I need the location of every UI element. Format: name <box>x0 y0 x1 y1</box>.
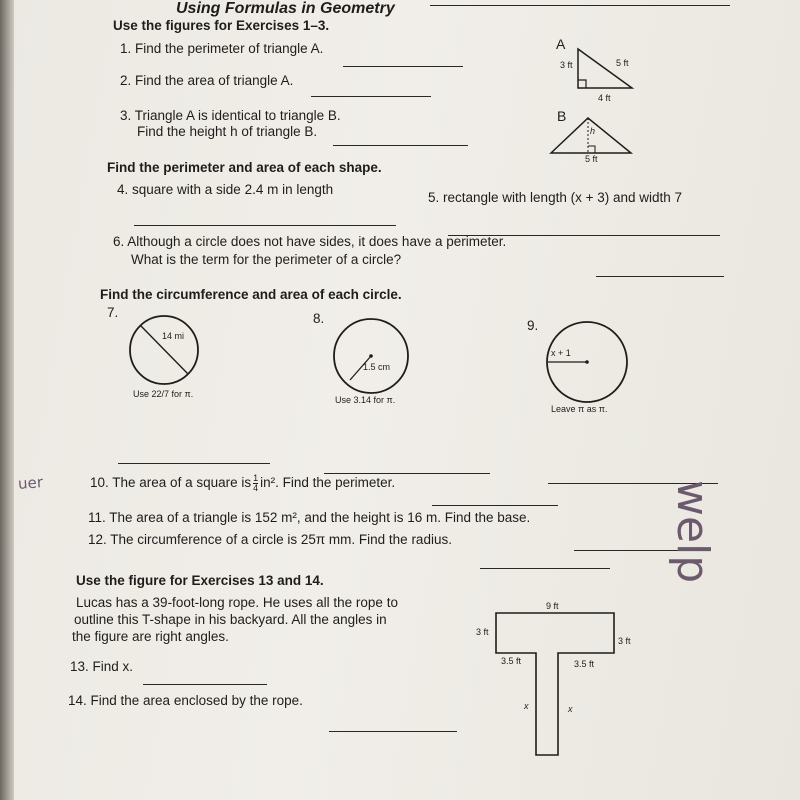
exercise-6-line1: 6. Although a circle does not have sides, it does have a perimeter. <box>113 234 507 249</box>
exercise-1: 1. Find the perimeter of triangle A. <box>120 41 324 56</box>
exercise-13: 13. Find x. <box>70 659 134 674</box>
circle-9-measure: x + 1 <box>551 348 571 358</box>
title-rule <box>430 5 730 6</box>
circle-7-measure: 14 mi <box>162 331 185 341</box>
section1-heading: Use the figures for Exercises 1–3. <box>113 18 330 33</box>
fraction-numerator: 1 <box>253 473 259 483</box>
answer-line-4[interactable] <box>134 225 396 226</box>
answer-line-10[interactable] <box>432 505 558 506</box>
answer-line-1[interactable] <box>343 66 463 67</box>
exercise-2: 2. Find the area of triangle A. <box>120 73 294 88</box>
triangle-a-leg: 3 ft <box>560 60 573 70</box>
page-title: Using Formulas in Geometry <box>176 0 395 17</box>
page-shadow <box>0 0 14 800</box>
t-under-right-label: 3.5 ft <box>574 659 595 669</box>
section3-heading: Find the circumference and area of each circle. <box>100 287 402 302</box>
triangle-a-label: A <box>556 36 566 52</box>
fraction-denominator: 4 <box>253 483 259 493</box>
circle-7-note: Use 22/7 for π. <box>133 389 194 399</box>
triangle-b-label: B <box>557 108 567 124</box>
answer-line-12[interactable] <box>480 568 610 569</box>
triangle-b-base: 5 ft <box>585 154 598 164</box>
answer-line-6[interactable] <box>596 276 724 277</box>
exercise-4: 4. square with a side 2.4 m in length <box>117 182 334 197</box>
t-under-left-label: 3.5 ft <box>501 656 522 666</box>
answer-line-14[interactable] <box>329 731 457 732</box>
t-left-label: 3 ft <box>476 627 489 637</box>
exercise-14: 14. Find the area enclosed by the rope. <box>68 693 303 708</box>
circle-8-note: Use 3.14 for π. <box>335 395 396 405</box>
circle-7-number: 7. <box>107 305 119 320</box>
section4-heading: Use the figure for Exercises 13 and 14. <box>76 573 324 588</box>
exercise-10-prefix: 10. The area of a square is <box>90 475 252 491</box>
circle-9-note: Leave π as π. <box>551 404 608 414</box>
circle-9-number: 9. <box>527 318 539 333</box>
circle-8-figure <box>330 316 414 396</box>
triangle-b-height-label: h <box>590 126 596 136</box>
handwritten-note-left: uer <box>17 473 44 493</box>
circle-7-figure <box>125 312 207 388</box>
handwritten-note-right: welp <box>667 480 718 584</box>
exercise-6-line2: What is the term for the perimeter of a circle? <box>131 252 402 267</box>
t-shape-outline <box>496 613 614 755</box>
exercise-12: 12. The circumference of a circle is 25π mm. Find the radius. <box>88 532 452 547</box>
answer-line-3[interactable] <box>333 145 468 146</box>
exercise-10-suffix: in². Find the perimeter. <box>260 475 396 491</box>
circle-9-figure <box>544 320 632 404</box>
section4-text-2: outline this T-shape in his backyard. All the angles in <box>74 612 387 627</box>
t-x-left-label: x <box>524 701 529 711</box>
answer-line-13[interactable] <box>143 684 267 685</box>
exercise-10-fraction <box>253 474 258 493</box>
exercise-5: 5. rectangle with length (x + 3) and width 7 <box>428 190 683 205</box>
right-angle-mark <box>588 146 595 153</box>
exercise-3-line1: 3. Triangle A is identical to triangle B. <box>120 108 341 123</box>
right-angle-mark <box>578 80 586 88</box>
circle-8-measure: 1.5 cm <box>363 362 391 372</box>
exercise-10 <box>90 474 395 493</box>
triangle-a-base: 4 ft <box>598 93 611 103</box>
section4-text-3: the figure are right angles. <box>72 629 229 644</box>
circle-8-number: 8. <box>313 311 325 326</box>
answer-line-7[interactable] <box>118 463 270 464</box>
t-shape-figure <box>490 605 630 765</box>
section2-heading: Find the perimeter and area of each shape. <box>107 160 382 175</box>
t-top-label: 9 ft <box>546 601 559 611</box>
t-x-right-label: x <box>568 704 573 714</box>
section4-text-1: Lucas has a 39-foot-long rope. He uses all the rope to <box>76 595 398 610</box>
triangle-a-hyp: 5 ft <box>616 58 629 68</box>
t-right-label: 3 ft <box>618 636 631 646</box>
exercise-11: 11. The area of a triangle is 152 m², and the height is 16 m. Find the base. <box>88 510 531 525</box>
exercise-3-line2: Find the height h of triangle B. <box>137 124 318 139</box>
answer-line-2[interactable] <box>311 96 431 97</box>
